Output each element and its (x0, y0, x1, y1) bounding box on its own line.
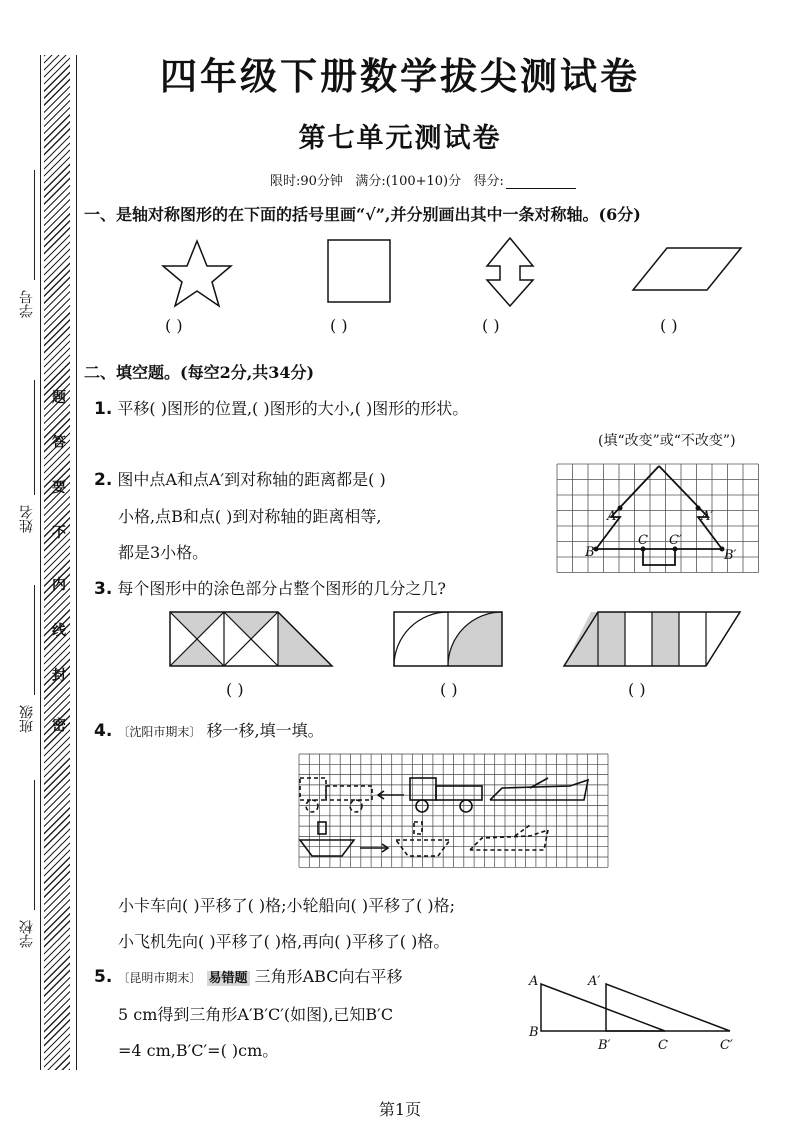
label-B-prime: B′ (724, 548, 737, 563)
question-text: 每个图形中的涂色部分占整个图形的几分之几? (117, 579, 446, 598)
answer-paren[interactable]: ( ) (330, 316, 348, 335)
seal-char: 内 (52, 577, 66, 593)
triangle-A2B2C2 (606, 984, 730, 1031)
label-A-prime: A′ (701, 509, 714, 524)
school-label: 学校 (19, 920, 35, 948)
seal-char: 不 (52, 525, 66, 541)
question-text: 图中点A和点A′到对称轴的距离都是( ) (117, 470, 386, 489)
full-score: 满分:(100+10)分 (355, 174, 462, 189)
error-prone-badge: 易错题 (208, 971, 248, 986)
seal-char: 题 (52, 390, 66, 406)
page-title: 四年级下册数学拔尖测试卷 (160, 54, 640, 98)
label-C-prime: C′ (720, 1038, 733, 1053)
label-A: A (607, 509, 617, 524)
class-label: 班级 (19, 705, 35, 733)
question-number: 1. (94, 399, 113, 419)
answer-paren[interactable]: ( ) (628, 680, 646, 699)
seal-char: 密 (52, 718, 66, 734)
q2-line3: 都是3小格。 (118, 543, 209, 562)
source-tag: 〔沈阳市期末〕 (117, 725, 202, 739)
question-text: 平移( )图形的位置,( )图形的大小,( )图形的形状。 (117, 399, 469, 418)
question-text: 三角形ABC向右平移 (254, 967, 403, 986)
source-tag: 〔昆明市期末〕 (117, 971, 202, 985)
label-B: B (585, 545, 595, 560)
triangle-ABC (541, 984, 665, 1031)
label-A-prime: A′ (588, 974, 601, 989)
label-C: C (658, 1038, 668, 1053)
section2-heading: 二、填空题。(每空2分,共34分) (84, 363, 315, 382)
answer-paren[interactable]: ( ) (165, 316, 183, 335)
question-number: 2. (94, 470, 113, 490)
seal-char: 封 (52, 668, 66, 684)
page-number: 第1页 (378, 1100, 422, 1119)
q5-line3: =4 cm,B′C′=( )cm。 (118, 1041, 279, 1060)
seal-char: 要 (52, 480, 66, 496)
seal-char: 答 (52, 435, 66, 451)
answer-paren[interactable]: ( ) (482, 316, 500, 335)
q4-line2: 小飞机先向( )平移了( )格,再向( )平移了( )格。 (118, 932, 450, 951)
label-A: A (529, 974, 539, 989)
answer-paren[interactable]: ( ) (440, 680, 458, 699)
section1-heading: 一、是轴对称图形的在下面的括号里画“√”,并分别画出其中一条对称轴。(6分) (84, 205, 641, 224)
student-no-label: 学号 (19, 290, 35, 318)
question-number: 4. (94, 721, 113, 741)
name-label: 姓名 (19, 505, 35, 533)
label-C-prime: C′ (669, 533, 682, 548)
page-subtitle: 第七单元测试卷 (298, 123, 502, 154)
answer-paren[interactable]: ( ) (660, 316, 678, 335)
label-B: B (529, 1025, 539, 1040)
score-label: 得分: (473, 174, 504, 189)
label-C: C (638, 533, 648, 548)
answer-paren[interactable]: ( ) (226, 680, 244, 699)
question-text: 移一移,填一填。 (206, 721, 324, 740)
seal-char: 线 (52, 623, 66, 639)
q2-line2: 小格,点B和点( )到对称轴的距离相等, (118, 507, 382, 526)
q1-hint: (填“改变”或“不改变”) (598, 433, 736, 449)
q4-line1: 小卡车向( )平移了( )格;小轮船向( )平移了( )格; (118, 896, 456, 915)
time-limit: 限时:90分钟 (270, 174, 343, 189)
q5-line2: 5 cm得到三角形A′B′C′(如图),已知B′C (118, 1005, 394, 1024)
label-B-prime: B′ (598, 1038, 611, 1053)
question-number: 3. (94, 579, 113, 599)
question-number: 5. (94, 967, 113, 987)
